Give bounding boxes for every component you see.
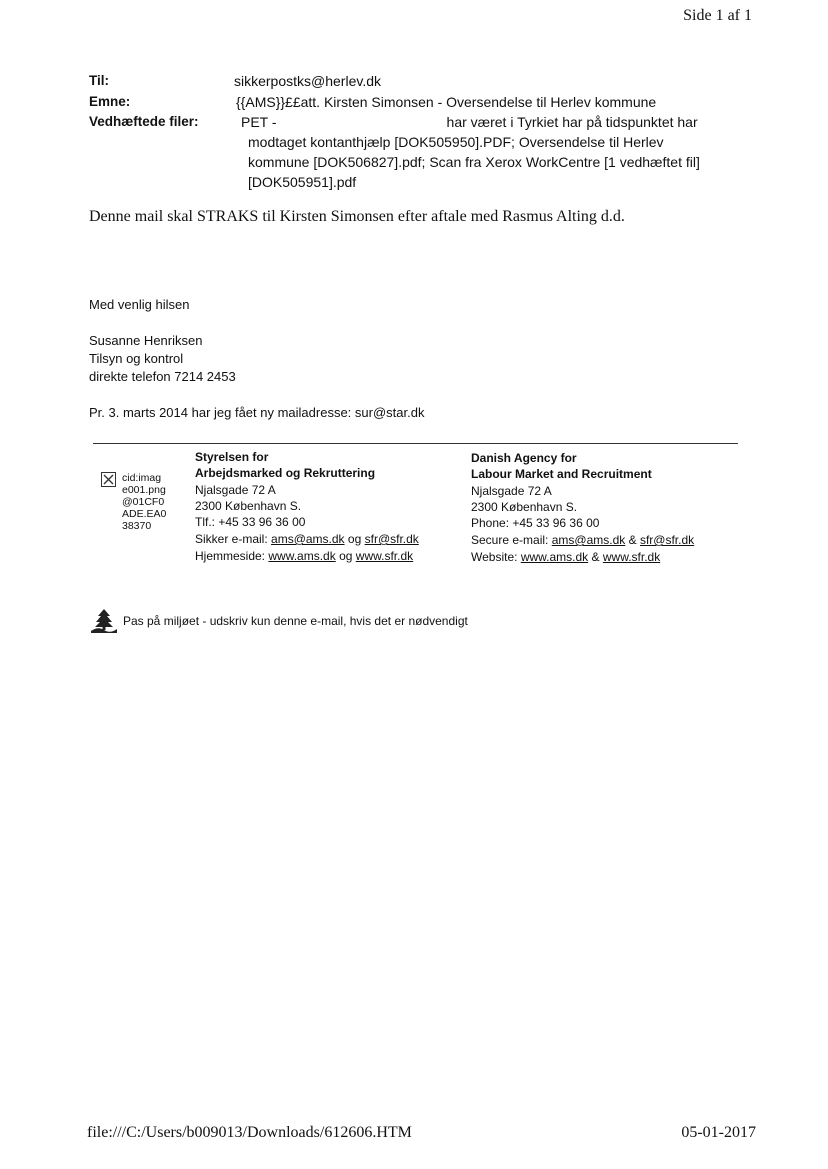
broken-image-text-1: cid:imag [122, 472, 162, 484]
agency-da-name-2: Arbejdsmarked og Rekruttering [195, 466, 376, 480]
agency-da-email-link-1[interactable]: ams@ams.dk [271, 532, 345, 546]
agency-da-email-line [195, 532, 419, 546]
agency-en-name-2: Labour Market and Recruitment [471, 467, 652, 481]
attachments-line-2: modtaget kontanthjælp [DOK505950].PDF; Oversendelse til Herlev [248, 134, 664, 150]
attachments-line-4: [DOK505951].pdf [248, 174, 357, 190]
broken-image-text-4: ADE.EA0 [122, 508, 167, 520]
agency-da-street: Njalsgade 72 A [195, 483, 276, 497]
agency-da-web-link-2[interactable]: www.sfr.dk [355, 549, 414, 563]
agency-da-email-link-2[interactable]: sfr@sfr.dk [364, 532, 419, 546]
agency-en-web-prefix: Website: [471, 550, 518, 564]
attachments-line-1b: har været i Tyrkiet har på tidspunktet har [446, 114, 698, 130]
agency-en-web-sep: & [591, 550, 600, 564]
page-number: Side 1 af 1 [683, 7, 752, 24]
agency-da-web-sep: og [339, 549, 353, 563]
attachments-line-3: kommune [DOK506827].pdf; Scan fra Xerox WorkCentre [1 vedhæftet fil] [248, 154, 700, 170]
agency-en-email-link-2[interactable]: sfr@sfr.dk [639, 533, 695, 547]
agency-da-city: 2300 København S. [195, 499, 302, 513]
agency-en-web-line [471, 550, 660, 564]
agency-en-name-1: Danish Agency for [471, 451, 577, 465]
agency-en-street: Njalsgade 72 A [471, 484, 552, 498]
signature-department: Tilsyn og kontrol [89, 351, 184, 366]
signature-name: Susanne Henriksen [89, 333, 203, 348]
broken-image-text-2: e001.png [122, 484, 166, 496]
footer-file-path: file:///C:/Users/b009013/Downloads/612606.HTM [87, 1124, 412, 1141]
agency-da-web-link-1[interactable]: www.ams.dk [268, 549, 336, 563]
subject-label: Emne: [89, 94, 131, 109]
agency-da-name-1: Styrelsen for [195, 450, 269, 464]
agency-en-city: 2300 København S. [471, 500, 578, 514]
broken-image-text-3: @01CF0 [122, 496, 165, 508]
broken-image-text-5: 38370 [122, 520, 152, 532]
tree-icon [90, 608, 118, 639]
agency-da-email-sep: og [347, 532, 362, 546]
agency-en-phone: Phone: +45 33 96 36 00 [471, 516, 600, 530]
broken-image-icon [101, 472, 116, 487]
signature-phone: direkte telefon 7214 2453 [89, 369, 236, 384]
agency-en-email-line [471, 533, 694, 547]
agency-en-email-sep: & [628, 533, 637, 547]
subject-value: {{AMS}}££att. Kirsten Simonsen - Oversendelse til Herlev kommune [236, 94, 657, 110]
agency-da-web-prefix: Hjemmeside: [195, 549, 266, 563]
to-label: Til: [89, 73, 109, 88]
agency-en-email-link-1[interactable]: ams@ams.dk [551, 533, 626, 547]
attachments-line-1a: PET - [241, 114, 277, 130]
signature-greeting: Med venlig hilsen [89, 297, 190, 312]
signature-notice: Pr. 3. marts 2014 har jeg fået ny mailadresse: sur@star.dk [89, 405, 425, 420]
message-body: Denne mail skal STRAKS til Kirsten Simonsen efter aftale med Rasmus Alting d.d. [89, 208, 625, 225]
eco-notice: Pas på miljøet - udskriv kun denne e-mail, hvis det er nødvendigt [123, 614, 468, 628]
agency-en-web-link-2[interactable]: www.sfr.dk [602, 550, 661, 564]
attachments-line-1 [241, 114, 698, 130]
agency-en-email-prefix: Secure e-mail: [471, 533, 549, 547]
signature-divider [93, 443, 738, 444]
agency-da-phone: Tlf.: +45 33 96 36 00 [195, 515, 306, 529]
to-value: sikkerpostks@herlev.dk [234, 73, 381, 89]
agency-en-web-link-1[interactable]: www.ams.dk [520, 550, 589, 564]
attachments-label: Vedhæftede filer: [89, 114, 199, 129]
agency-da-web-line [195, 549, 413, 563]
agency-da-email-prefix: Sikker e-mail: [195, 532, 268, 546]
footer-date: 05-01-2017 [681, 1124, 756, 1141]
